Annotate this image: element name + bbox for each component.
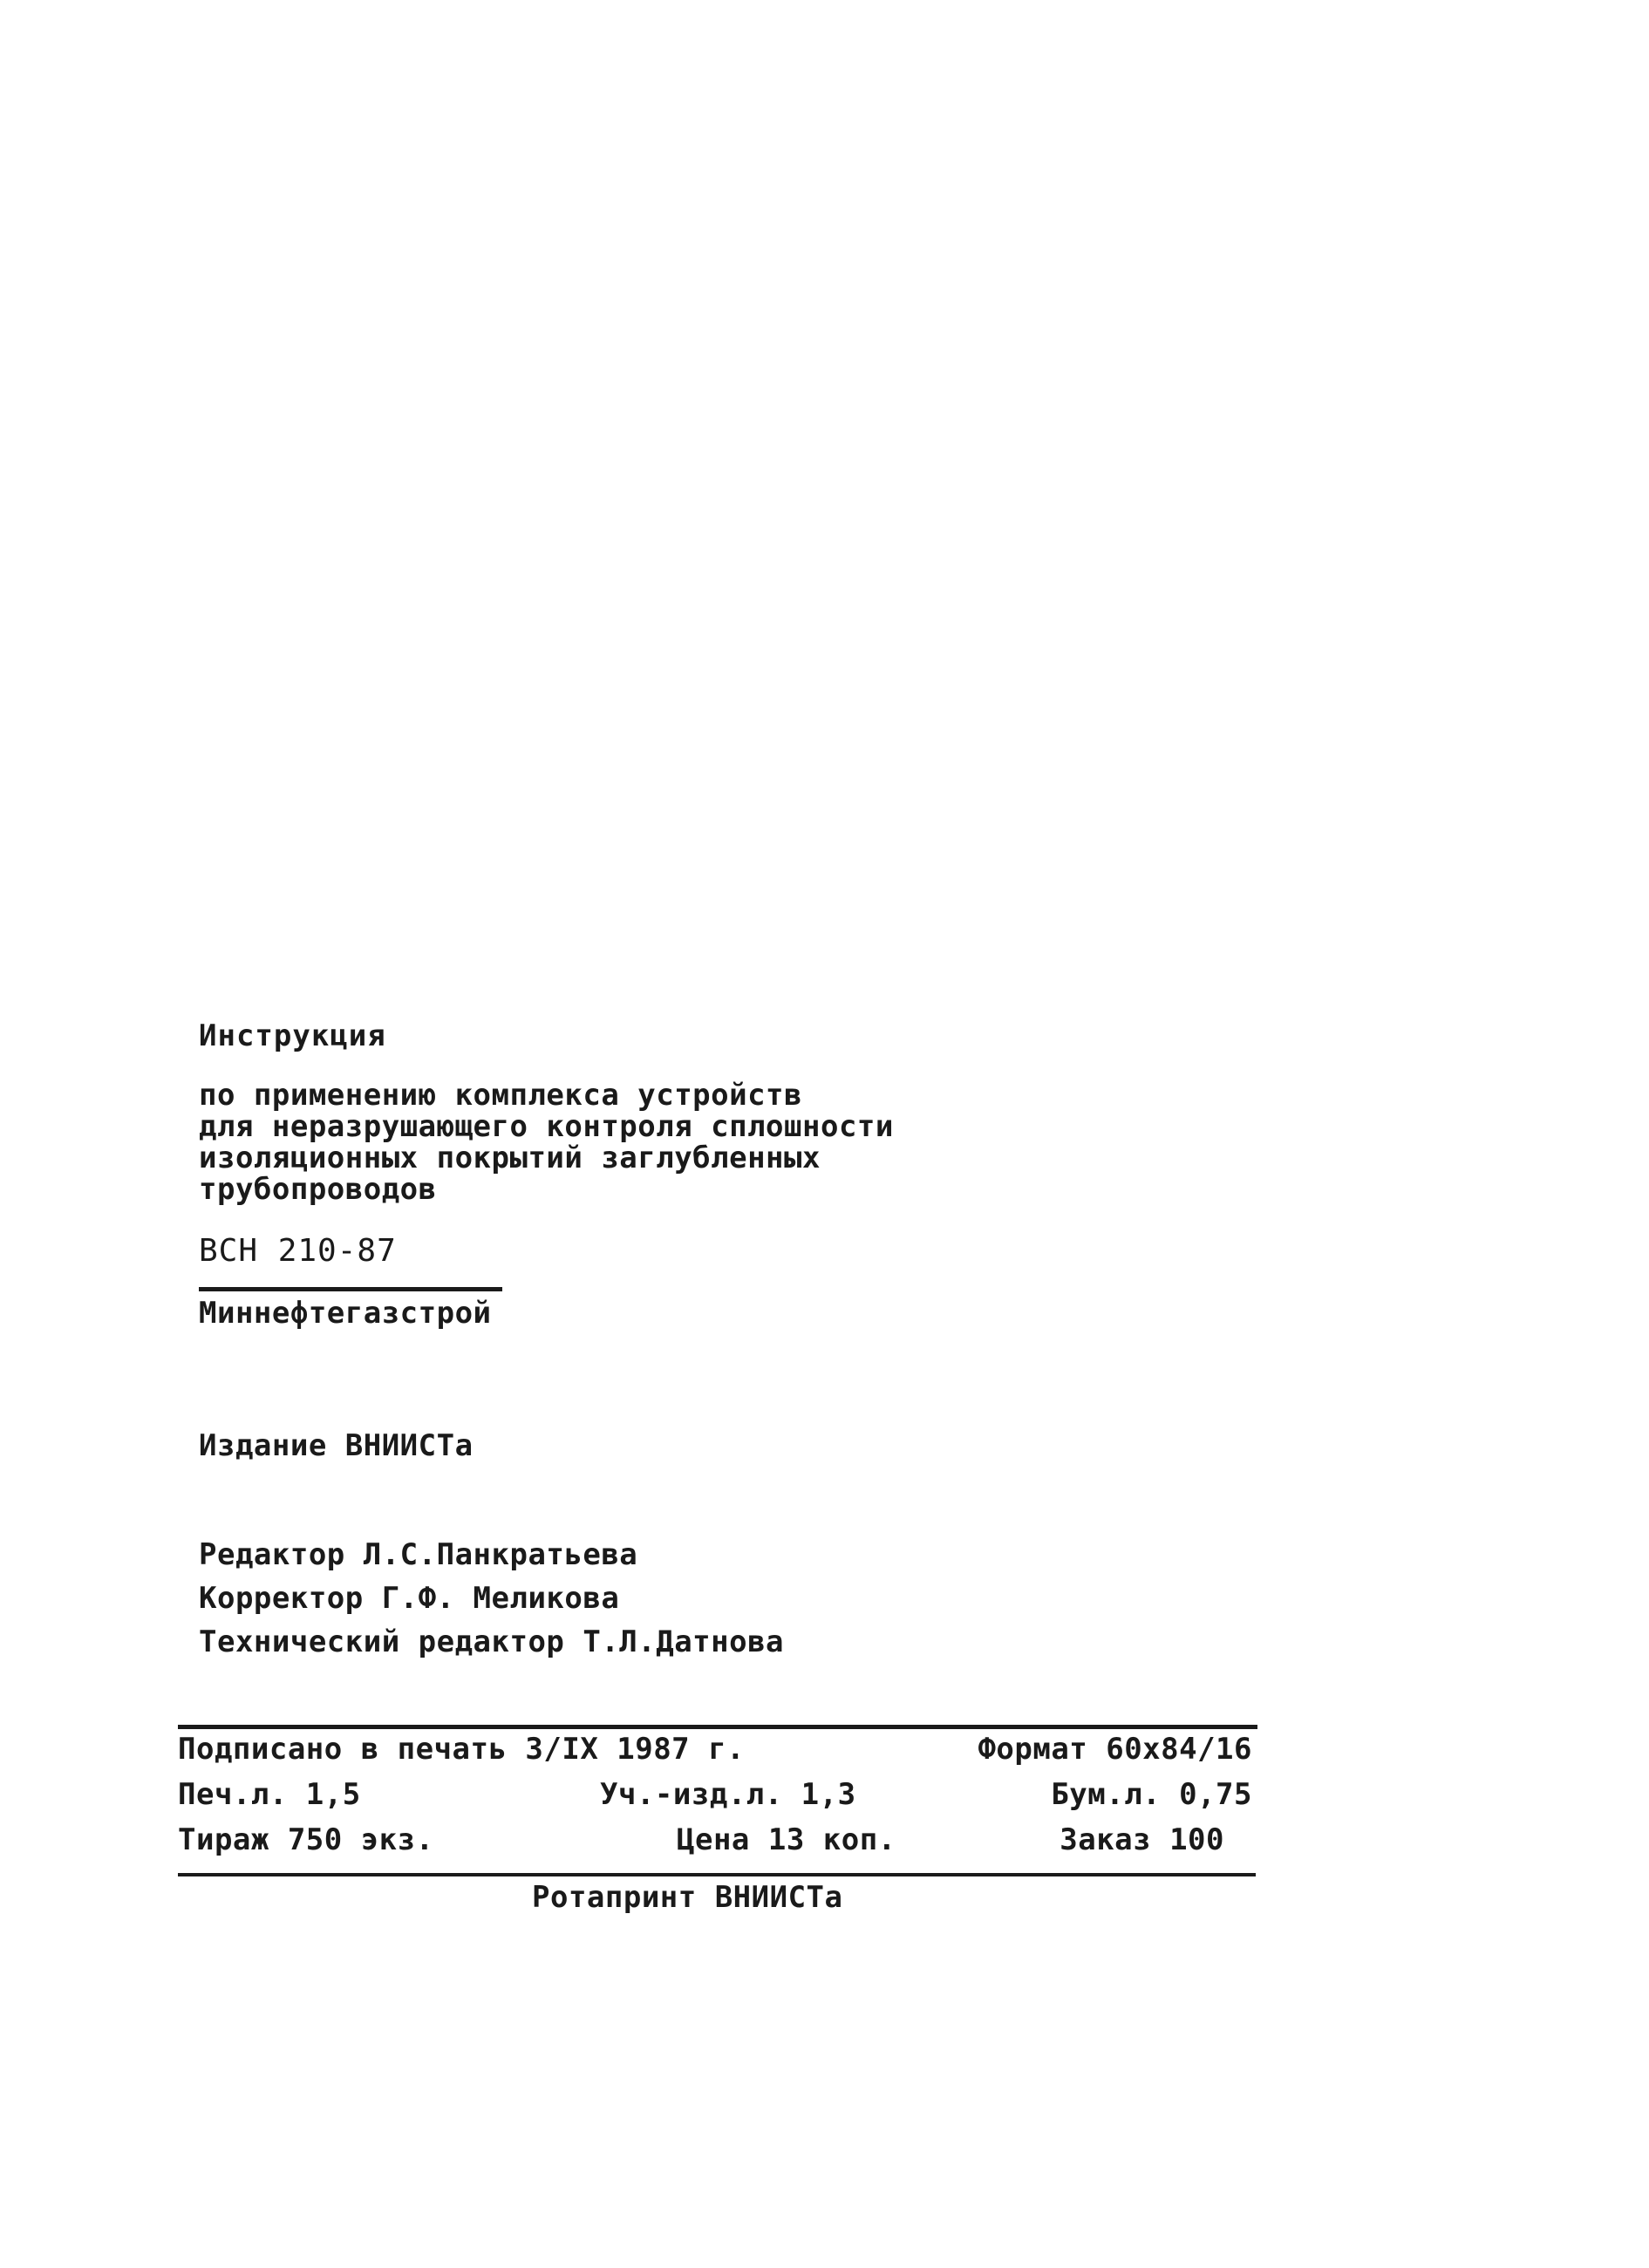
staff-editor: Редактор Л.С.Панкратьева xyxy=(199,1537,638,1572)
imprint-print-sheets: Печ.л. 1,5 xyxy=(178,1777,361,1812)
imprint-signed-for-print: Подписано в печать 3/IX 1987 г. xyxy=(178,1732,746,1767)
imprint-row xyxy=(178,1822,1252,1868)
imprint-row xyxy=(178,1732,1252,1777)
printing-house: Ротапринт ВНИИСТа xyxy=(532,1880,843,1915)
imprint-top-divider xyxy=(178,1725,1257,1729)
description-line: изоляционных покрытий заглубленных xyxy=(199,1141,821,1175)
ministry-name: Миннефтегазстрой xyxy=(199,1296,492,1331)
code-underline-divider xyxy=(199,1287,502,1291)
staff-credits xyxy=(199,1533,784,1664)
imprint-format: Формат 60x84/16 xyxy=(978,1732,1252,1767)
description-line: для неразрушающего контроля сплошности xyxy=(199,1109,894,1144)
edition-line: Издание ВНИИСТа xyxy=(199,1428,474,1463)
imprint-price: Цена 13 коп. xyxy=(677,1822,896,1857)
imprint-order: Заказ 100 xyxy=(1060,1822,1224,1857)
description-line: трубопроводов xyxy=(199,1172,437,1207)
imprint-bottom-divider xyxy=(178,1873,1256,1876)
document-title: Инструкция xyxy=(199,1018,386,1053)
document-code: ВСН 210-87 xyxy=(199,1233,397,1269)
staff-technical-editor: Технический редактор Т.Л.Датнова xyxy=(199,1624,785,1659)
imprint-edition-sheets: Уч.-изд.л. 1,3 xyxy=(600,1777,856,1812)
description-line: по применению комплекса устройств xyxy=(199,1078,803,1113)
imprint-circulation: Тираж 750 экз. xyxy=(178,1822,434,1857)
imprint-paper-sheets: Бум.л. 0,75 xyxy=(1051,1777,1252,1812)
document-description xyxy=(199,1080,894,1205)
imprint-block xyxy=(178,1732,1252,1868)
imprint-row xyxy=(178,1777,1252,1822)
staff-proofreader: Корректор Г.Ф. Меликова xyxy=(199,1581,620,1616)
